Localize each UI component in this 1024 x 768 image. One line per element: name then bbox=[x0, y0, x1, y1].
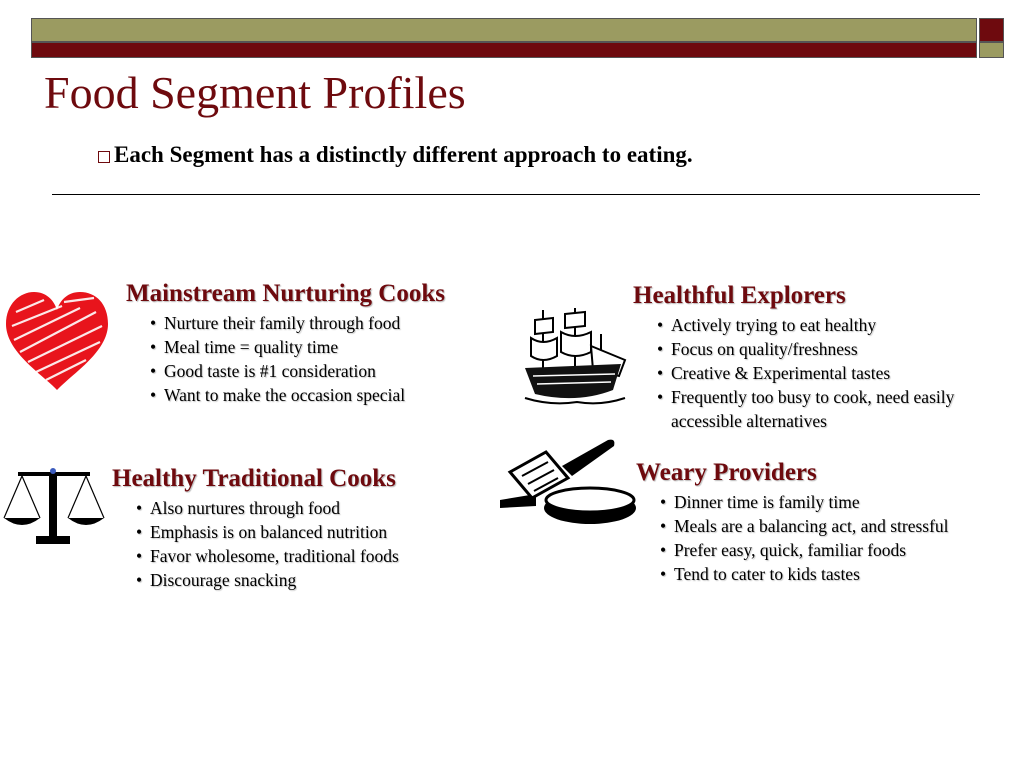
header-band-maroon bbox=[31, 42, 977, 58]
balance-scale-icon bbox=[2, 466, 106, 546]
frying-pan-spatula-icon bbox=[496, 436, 642, 532]
segment-heading: Healthful Explorers bbox=[633, 282, 846, 309]
heart-icon bbox=[2, 286, 112, 398]
divider bbox=[52, 194, 980, 195]
list-item: • Meals are a balancing act, and stressful bbox=[654, 514, 1006, 538]
list-item: • Creative & Experimental tastes bbox=[651, 361, 1003, 385]
list-item: • Prefer easy, quick, familiar foods bbox=[654, 538, 1006, 562]
segment-bullet-list bbox=[654, 490, 1006, 586]
segment-heading: Weary Providers bbox=[636, 459, 817, 486]
list-item: • Emphasis is on balanced nutrition bbox=[130, 520, 399, 544]
segment-healthy-traditional-cooks bbox=[112, 465, 399, 592]
segment-bullet-list bbox=[144, 311, 445, 407]
list-item: • Also nurtures through food bbox=[130, 496, 399, 520]
list-item: • Actively trying to eat healthy bbox=[651, 313, 1003, 337]
list-item: • Tend to cater to kids tastes bbox=[654, 562, 1006, 586]
list-item: • Want to make the occasion special bbox=[144, 383, 445, 407]
list-item: • Meal time = quality time bbox=[144, 335, 445, 359]
bullet-square-icon bbox=[98, 151, 110, 163]
segment-bullet-list bbox=[130, 496, 399, 592]
list-item: • Favor wholesome, traditional foods bbox=[130, 544, 399, 568]
segment-heading: Mainstream Nurturing Cooks bbox=[126, 280, 445, 307]
segment-healthful-explorers bbox=[633, 282, 1003, 433]
subtitle bbox=[98, 142, 693, 168]
list-item: • Nurture their family through food bbox=[144, 311, 445, 335]
page-title: Food Segment Profiles bbox=[44, 67, 466, 118]
list-item: • Discourage snacking bbox=[130, 568, 399, 592]
sailing-ship-icon bbox=[521, 306, 629, 408]
segment-mainstream-nurturing-cooks bbox=[126, 280, 445, 407]
header-square-olive bbox=[979, 42, 1004, 58]
list-item: • Focus on quality/freshness bbox=[651, 337, 1003, 361]
list-item: • Dinner time is family time bbox=[654, 490, 1006, 514]
header-band-olive bbox=[31, 18, 977, 42]
segment-heading: Healthy Traditional Cooks bbox=[112, 465, 396, 492]
segment-weary-providers bbox=[636, 459, 1006, 586]
list-item: • Frequently too busy to cook, need easily accessible alternatives bbox=[651, 385, 1003, 433]
list-item: • Good taste is #1 consideration bbox=[144, 359, 445, 383]
subtitle-text: Each Segment has a distinctly different approach to eating. bbox=[114, 142, 693, 167]
header-square-maroon bbox=[979, 18, 1004, 42]
segment-bullet-list bbox=[651, 313, 1003, 433]
